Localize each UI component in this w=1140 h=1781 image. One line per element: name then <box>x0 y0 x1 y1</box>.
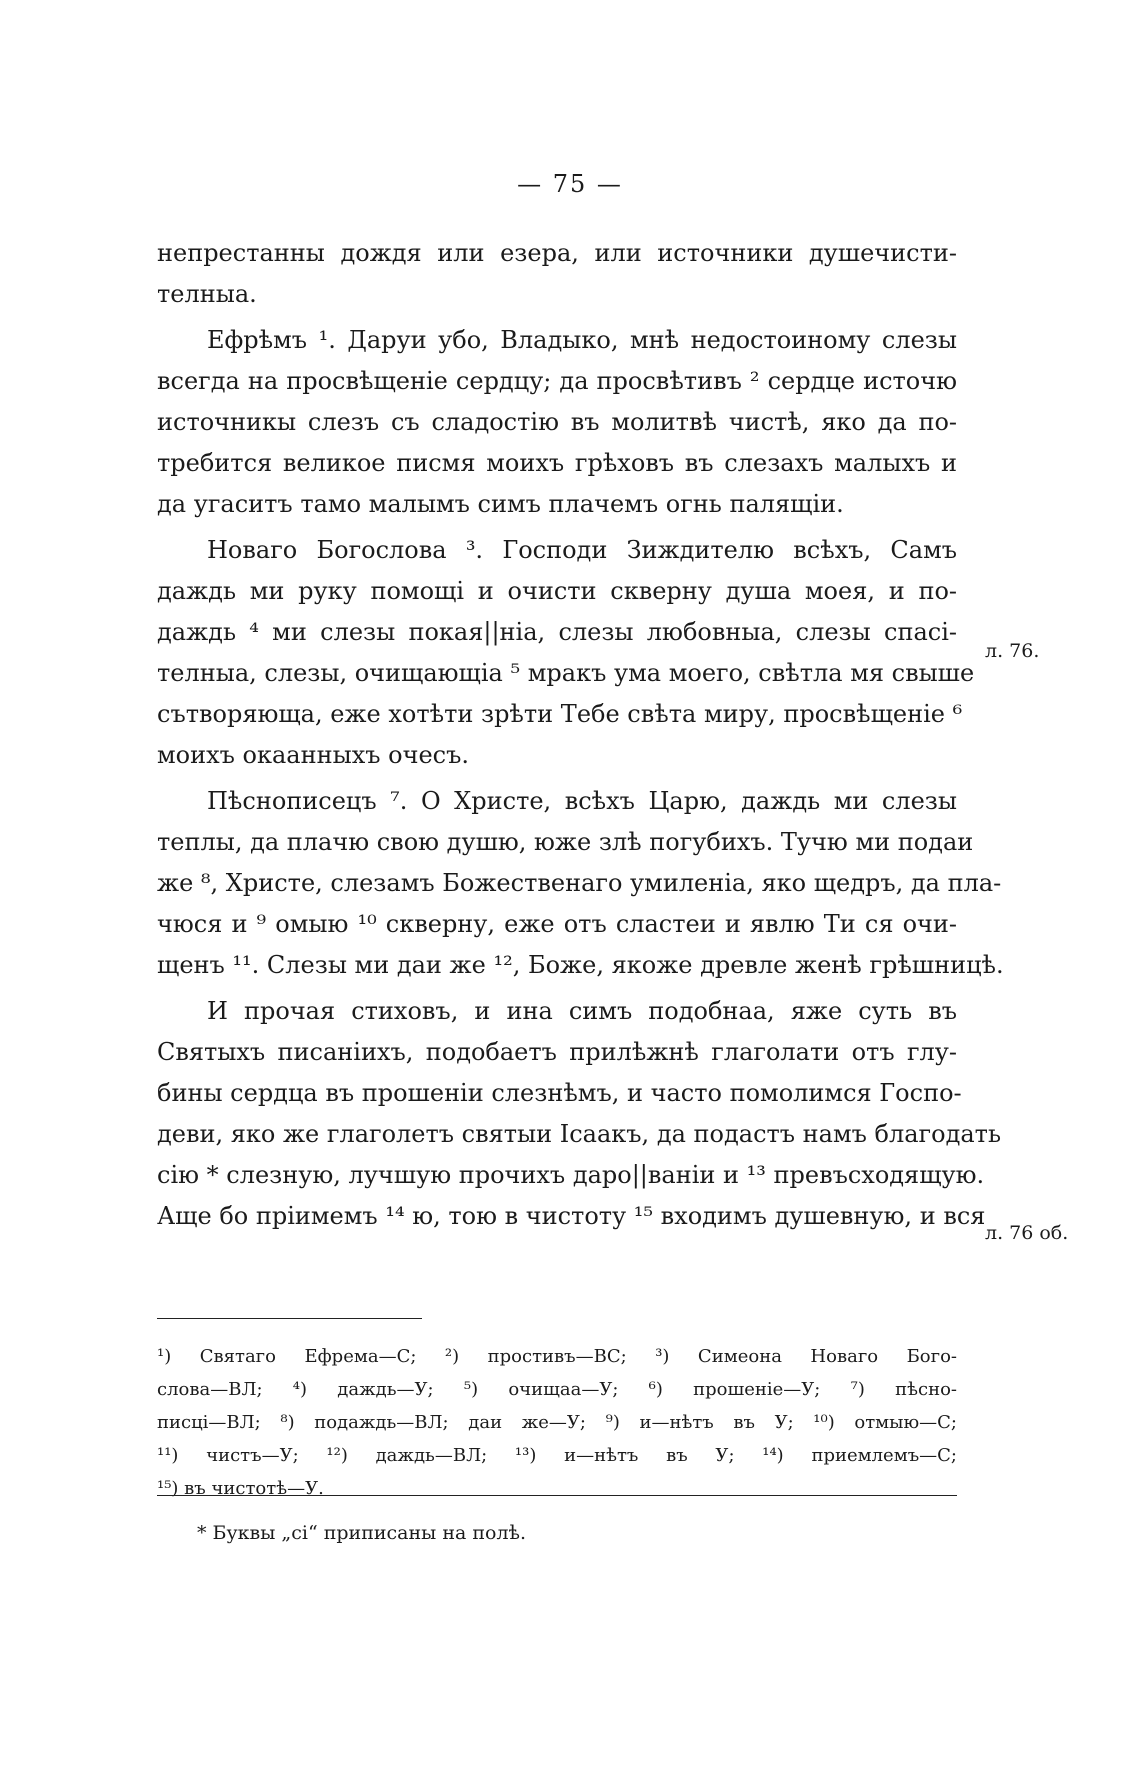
text-line: теплы, да плачю свою душю, юже злѣ погубихъ. Тучю ми подаи <box>157 828 974 856</box>
footnotes <box>157 1340 957 1505</box>
footnote-line: ¹¹) чистъ—У; ¹²) даждь—ВЛ; ¹³) и—нѣтъ въ У; ¹⁴) приемлемъ—С; <box>157 1445 957 1466</box>
text-line: непрестанны дождя или езера, или источники душечисти- <box>157 239 957 267</box>
text-line: Ефрѣмъ ¹. Даруи убо, Владыко, мнѣ недостоиному слезы <box>207 326 957 354</box>
text-line: да угаситъ тамо малымъ симъ плачемъ огнь палящіи. <box>157 490 844 518</box>
marginal-note-divider <box>157 1495 957 1496</box>
text-line: даждь ⁴ ми слезы покая||ніа, слезы любовныа, слезы спасі- <box>157 618 957 646</box>
margin-note-folio: л. 76. <box>985 640 1040 662</box>
footnote-line: слова—ВЛ; ⁴) даждь—У; ⁵) очищаа—У; ⁶) прошеніе—У; ⁷) пѣсно- <box>157 1379 957 1400</box>
footnote-line: писці—ВЛ; ⁸) подаждь—ВЛ; даи же—У; ⁹) и—нѣтъ въ У; ¹⁰) отмыю—С; <box>157 1412 957 1433</box>
margin-note-folio: л. 76 об. <box>985 1222 1069 1244</box>
text-line: сътворяюща, еже хотѣти зрѣти Тебе свѣта миру, просвѣщеніе ⁶ <box>157 700 963 728</box>
text-line: Пѣснописецъ ⁷. О Христе, всѣхъ Царю, даждь ми слезы <box>207 787 957 815</box>
page-number: — 75 — <box>517 170 623 198</box>
text-line: Аще бо пріимемъ ¹⁴ ю, тою в чистоту ¹⁵ входимъ душевную, и вся <box>157 1202 986 1230</box>
marginal-footnote: * Буквы „сі“ приписаны на полѣ. <box>197 1522 527 1544</box>
text-line: Святыхъ писаніихъ, подобаетъ прилѣжнѣ глаголати отъ глу- <box>157 1038 957 1066</box>
text-line: бины сердца въ прошеніи слезнѣмъ, и часто помолимся Госпо- <box>157 1079 962 1107</box>
text-line: требится великое писмя моихъ грѣховъ въ слезахъ малыхъ и <box>157 449 957 477</box>
text-line: всегда на просвѣщеніе сердцу; да просвѣтивъ ² сердце источю <box>157 367 957 395</box>
text-line: И прочая стиховъ, и ина симъ подобнаа, яже суть въ <box>207 997 957 1025</box>
text-line: телныа, слезы, очищающіа ⁵ мракъ ума моего, свѣтла мя свыше <box>157 659 975 687</box>
main-text <box>157 233 1004 1237</box>
text-line: Новаго Богослова ³. Господи Зиждителю всѣхъ, Самъ <box>207 536 957 564</box>
text-line: щенъ ¹¹. Слезы ми даи же ¹², Боже, якоже древле женѣ грѣшницѣ. <box>157 951 1004 979</box>
text-line: сію * слезную, лучшую прочихъ даро||ваніи и ¹³ превъсходящую. <box>157 1161 985 1189</box>
text-line: даждь ми руку помощі и очисти скверну душа моея, и по- <box>157 577 957 605</box>
text-line: телныа. <box>157 280 257 308</box>
text-line: чюся и ⁹ омыю ¹⁰ скверну, еже отъ сластеи и явлю Ти ся очи- <box>157 910 957 938</box>
text-line: источникы слезъ съ сладостію въ молитвѣ чистѣ, яко да по- <box>157 408 957 436</box>
footnote-line: ¹) Святаго Ефрема—С; ²) простивъ—ВС; ³) Симеона Новаго Бого- <box>157 1346 957 1367</box>
text-line: моихъ окаанныхъ очесъ. <box>157 741 469 769</box>
text-line: же ⁸, Христе, слезамъ Божественаго умиленіа, яко щедръ, да пла- <box>157 869 1002 897</box>
text-line: деви, яко же глаголетъ святыи Ісаакъ, да подастъ намъ благодать <box>157 1120 1002 1148</box>
footnote-divider <box>157 1318 422 1319</box>
footnote-line: ¹⁵) въ чистотѣ—У. <box>157 1478 324 1499</box>
